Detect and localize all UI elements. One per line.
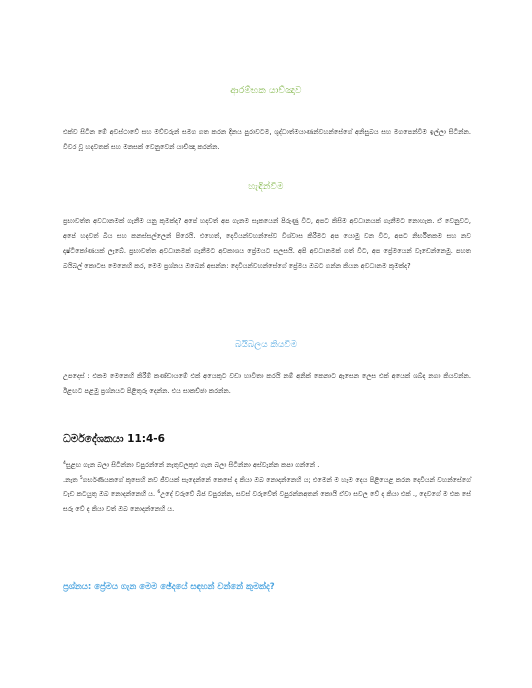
- opening-prayer-heading: ආරම්භක යාච්ඤාව: [230, 86, 302, 96]
- scripture-passage: [63, 458, 471, 516]
- verse-text: උදේ වරුවේ බීජ වපුරන්න, සවස් වරුවේත් වපුරන්නඅතන් කොයි ඒවා සවල වේ ද කියා එක් ., දෙවගේ ම එක සේ සරු වේ ද කියා වත් ඔබ නොදන්නෙහි ය.: [63, 490, 472, 513]
- introduction-heading: හැඳින්වීම: [248, 182, 284, 192]
- bible-reading-heading: බයිබලය කියවීම: [234, 340, 298, 350]
- verse-number: 5: [79, 475, 83, 481]
- verse-text: සුළඟ ගැන බලා සිටින්නා වපුරන්නේ නැතුවලකුළු ගැන බලා සිටින්නා අස්වැන්න කපා ගන්නේ .: [65, 461, 320, 469]
- scripture-reference: ධර්මදේශකයා 11:4-6: [63, 433, 165, 445]
- bible-reading-instructions: උපදෙස් : එකම මෙනෙහි කිරීම් කණ්ඩායමේ එක් අයෙකුට වඩා හාවිතා කරයි නම් අනික් කෙනාට ඇසෙන ලෙස එක් අයෙක් ශබ්ද නගා කියවන්න. ඊළඟට පළමු ප්‍රශ්නයට පිළිතුරු දෙන්න. එය සාකච්ඡා කරන්න.: [63, 372, 471, 395]
- verse-number: 4: [63, 460, 66, 466]
- verse-prefix: .නැත: [63, 475, 80, 484]
- opening-prayer-paragraph: එක්ව සිටින මේ අවස්ථාවේ සහ මව්වරුන් සමග ගත කරන දිනය පුරාවටම, ශුද්ධාත්මයාණන්වහන්සේගේ අනිසුබය සහ මගපෙන්වීම ඉල්ලා සිටින්න. විවර වූ හදවතක් සහ මනසක් වෙනුවෙන් යාච්ඤා කරන්න.: [63, 128, 471, 151]
- introduction-paragraph: ප්‍රභාවත්ත අවධානමක් ගැනීම යනු කුමක්ද? අපේ හදවත් අප ගැනම සැකයෙන් පිරුණු විට, අපට කිසිම අවධානයක් ගැනීමට නොහැක. ඒ වෙනුවට, අපේ හදවත් බිය සහ කනස්සල්ලෙන් පිරෙයි. එහෙත්, දෙවියන්වහන්සේව විශ්වාස කිරීමට අප යොමු වන විට, අපට නිර්භීතකම සහ නව දෘෂ්ටිකෝණයක් ලැබේ. ප්‍රභාවත්ත අවධානමක් ගැනීමට අවකාශය ප්‍රේමයට සලසයි. අපි අවධානමක් ගත් විට, අප ප්‍රේමයෙන් වැඩෙන්නෙමු. පහත බයිබල් කොටස මෙනෙහි කර, මෙම ප්‍රශ්නය ඔබෙන් අසන්න: දෙවියන්වහන්සේගේ ප්‍රේමය ඔබට ගන්න කියන අවධානම කුමක්ද?: [63, 217, 471, 270]
- discussion-question: ප්‍රශ්නය: ප්‍රේමය ගැන මෙම ඡේදයේ සඳහන් වන්නේ කුමක්ද?: [63, 582, 275, 592]
- verse-number: 6: [157, 489, 161, 495]
- verse-text: ගර්භණියකගේ කුසෙහි නව ජීවයක් සැදෙන්නේ කෙසේ ද කියා ඔබ නොදන්නෙහි ය; එමෙන් ම හැම දෙය පිළියෙළ කරන දෙවියන් වහන්සේගේ වැඩ කටයුතු ඔබ නොදන්නෙහි ය.: [63, 475, 471, 498]
